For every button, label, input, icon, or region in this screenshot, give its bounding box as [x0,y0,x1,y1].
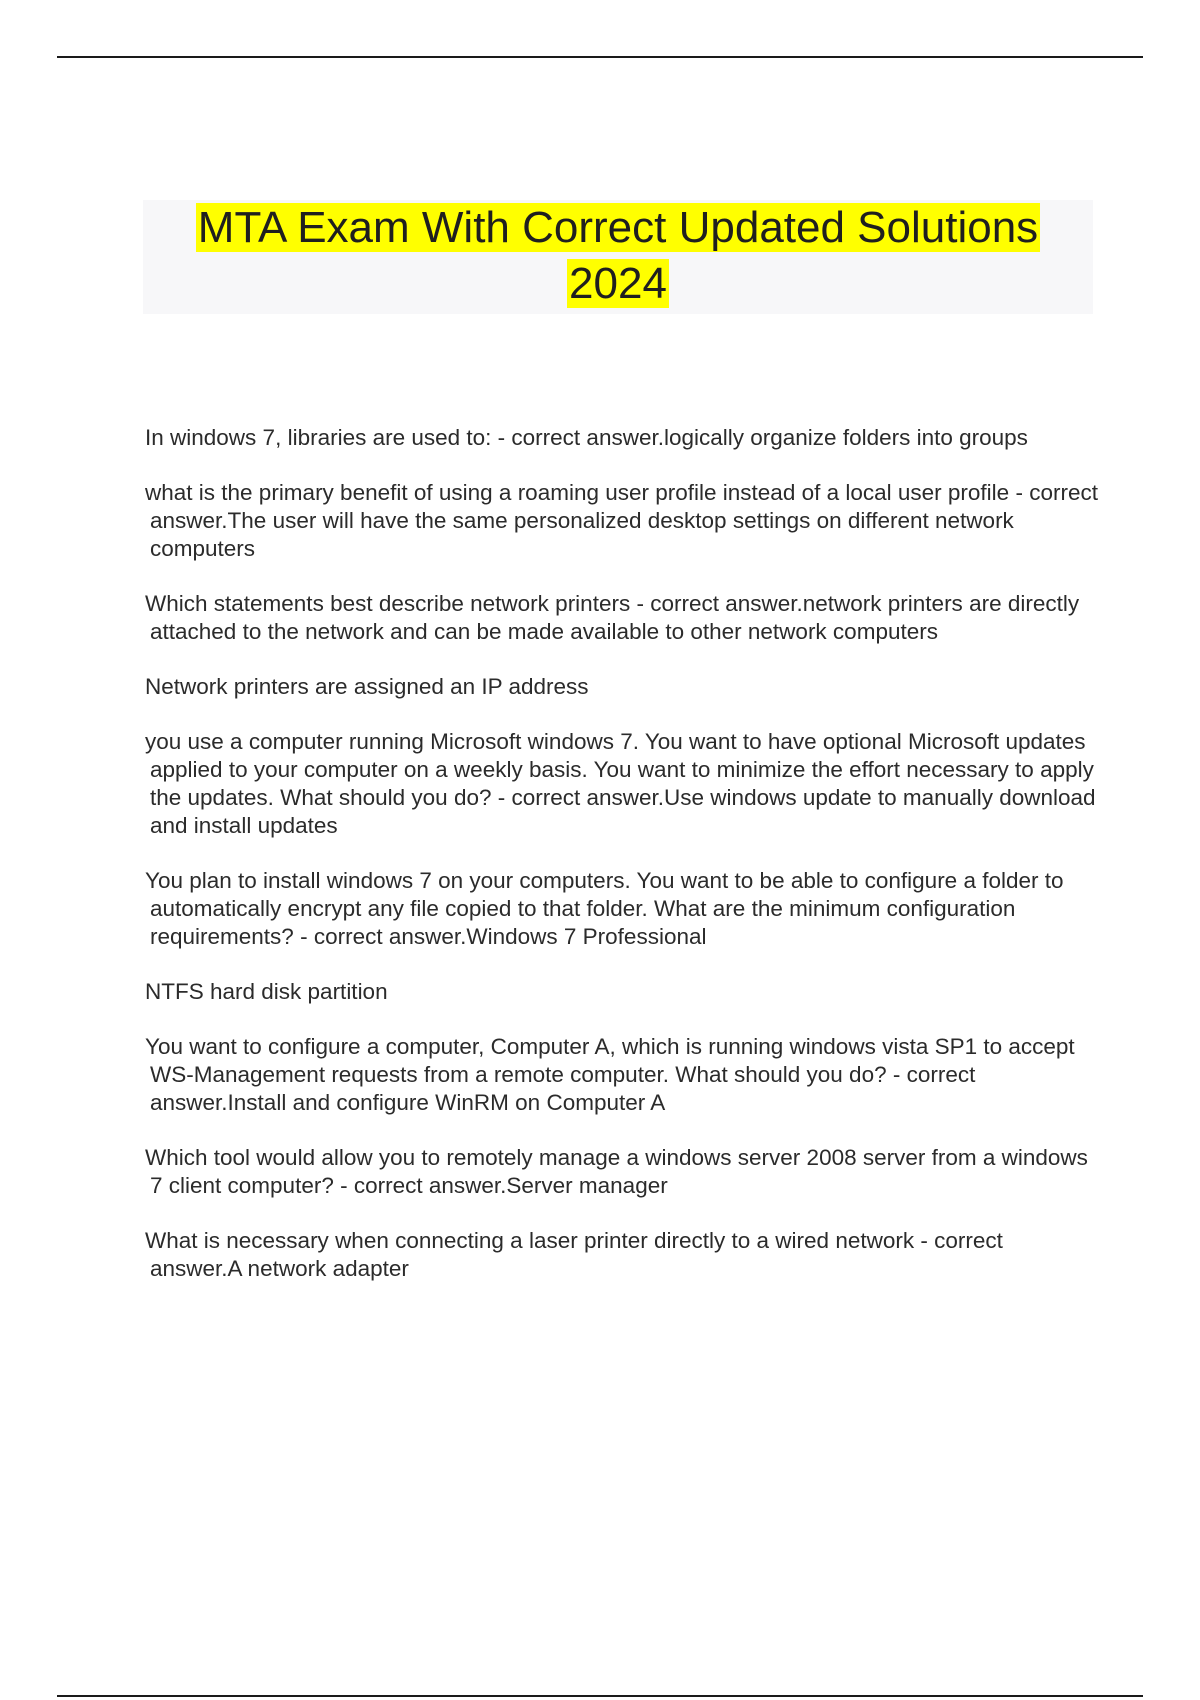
page-title-year: 2024 [569,259,667,308]
title-block [143,200,1093,314]
qa-entry: Which tool would allow you to remotely manage a windows server 2008 server from a windows 7 client computer? - correct answer.Server manager [145,1145,1088,1198]
qa-entry: Network printers are assigned an IP address [145,674,589,699]
qa-entry: what is the primary benefit of using a roaming user profile instead of a local user profile - correct answer.The user will have the same personalized desktop settings on different network computers [145,480,1098,561]
qa-entry: NTFS hard disk partition [145,979,388,1004]
bottom-rule [57,1695,1143,1697]
title-line-2 [143,256,1093,312]
top-rule [57,56,1143,58]
qa-entry: In windows 7, libraries are used to: - correct answer.logically organize folders into groups [145,425,1028,450]
qa-entry: you use a computer running Microsoft windows 7. You want to have optional Microsoft updates applied to your computer on a weekly basis. You want to minimize the effort necessary to apply the updates. What should you do? - correct answer.Use windows update to manually download and install updates [145,729,1096,838]
qa-entry: You plan to install windows 7 on your computers. You want to be able to configure a folder to automatically encrypt any file copied to that folder. What are the minimum configuration requirements? - correct answer.Windows 7 Professional [145,868,1064,949]
qa-entry: What is necessary when connecting a laser printer directly to a wired network - correct answer.A network adapter [145,1228,1003,1281]
qa-list [145,424,1100,1310]
qa-entry: Which statements best describe network printers - correct answer.network printers are directly attached to the network and can be made available to other network computers [145,591,1080,644]
qa-entry: You want to configure a computer, Computer A, which is running windows vista SP1 to accept WS-Management requests from a remote computer. What should you do? - correct answer.Install and configure WinRM on Computer A [145,1034,1075,1115]
title-line-1 [143,200,1093,256]
page-title: MTA Exam With Correct Updated Solutions [197,203,1039,252]
